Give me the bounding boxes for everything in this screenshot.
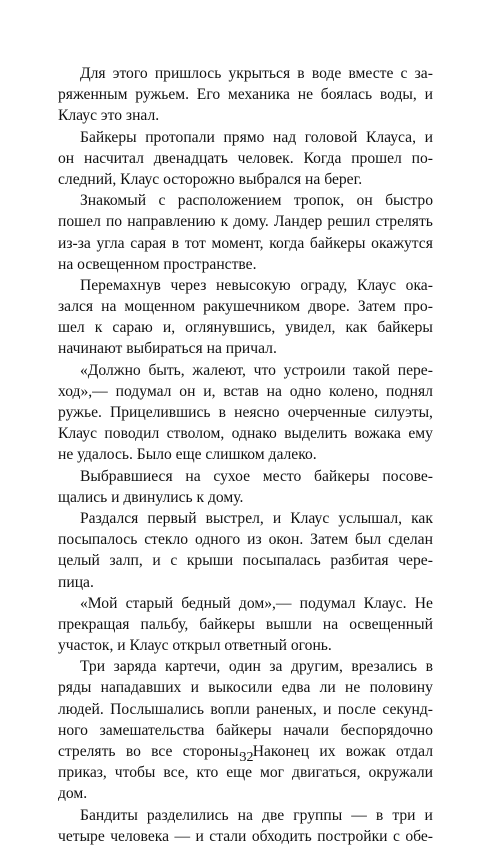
text-line: на освещенном пространстве. [58, 255, 257, 273]
word: вместе [348, 65, 394, 82]
word: поднял [385, 382, 433, 400]
word: выкосили [208, 679, 273, 697]
word: приказ, [58, 764, 107, 782]
word: байкеры [199, 615, 255, 633]
word: по [105, 213, 123, 231]
word: воды, [379, 86, 417, 104]
word: решил [327, 213, 371, 231]
word: тот [184, 234, 206, 252]
text-line [58, 466, 433, 487]
word: и [190, 679, 199, 697]
word: ружьем. [135, 86, 190, 104]
word: одно [289, 382, 322, 400]
text-line: щались и двинулись к дому. [58, 488, 244, 506]
word: с [170, 552, 178, 570]
word: Его [196, 86, 221, 104]
word: тропок, [293, 192, 345, 210]
text-line [58, 275, 433, 296]
word: и [152, 552, 161, 570]
text-line [58, 656, 433, 677]
word: ему [408, 425, 433, 443]
word: вопли [210, 700, 250, 718]
word: не [345, 679, 361, 697]
word: ока- [405, 276, 433, 294]
word: зался [58, 298, 94, 316]
word: в [171, 234, 180, 252]
word: байкеры [377, 319, 433, 337]
word: посыпалась [242, 552, 321, 570]
word: Знакомый [80, 192, 147, 210]
word: замешательства [99, 721, 205, 739]
word: после [337, 700, 376, 718]
word: угла [96, 234, 125, 252]
word: с [400, 65, 408, 82]
word: Не [414, 594, 433, 612]
word: за- [414, 65, 433, 82]
word: стволом, [166, 425, 225, 443]
word: выделить [284, 425, 347, 443]
word: к [220, 213, 229, 231]
word: как [345, 319, 368, 337]
word: во [125, 743, 141, 760]
word: Прицелившись [109, 404, 211, 421]
word: он [356, 192, 373, 210]
word: был [355, 531, 382, 549]
word: человек. [237, 149, 294, 167]
word: и, [162, 319, 176, 337]
word: Когда [303, 149, 342, 167]
word: к [94, 319, 103, 337]
word: целый [58, 552, 100, 570]
word: посыпалось [58, 531, 138, 549]
word: Послышались [110, 700, 204, 718]
word: невысокую [216, 276, 291, 294]
text-line [58, 233, 433, 254]
word: место [262, 467, 302, 485]
word: ход»,— [58, 382, 108, 400]
word: Клауса, [365, 128, 416, 146]
text-line [58, 423, 433, 444]
word: стороны. [182, 743, 243, 760]
word: едва [281, 679, 311, 697]
word: «Мой [80, 594, 118, 612]
word: в [297, 65, 305, 82]
word: укрыться [228, 65, 291, 82]
word: дом»,— [238, 594, 292, 612]
word: механика [227, 86, 290, 104]
word: ряды [58, 679, 92, 697]
word: Три [80, 658, 106, 676]
word: неясно [234, 404, 280, 421]
word: про- [403, 298, 433, 316]
word: первый [147, 509, 197, 527]
word: на [185, 467, 201, 485]
page-number: 32 [239, 750, 254, 765]
word: группы [293, 806, 343, 824]
word: Клаус [356, 276, 397, 294]
word: силуэты, [374, 404, 433, 421]
word: крыши [186, 552, 234, 570]
word: заряда [113, 658, 157, 676]
text-line [58, 402, 433, 423]
word: когда [269, 234, 305, 252]
word: над [273, 128, 297, 146]
word: двигаться, [292, 764, 361, 782]
word: ракушечником [203, 298, 301, 316]
word: картечи, [165, 658, 221, 676]
word: ограду, [300, 276, 348, 294]
word: мог [260, 764, 285, 782]
word: поводил [104, 425, 160, 443]
word: половину [369, 679, 433, 697]
word: подумал [115, 382, 172, 400]
body-text [58, 63, 433, 847]
word: беспорядочно [340, 721, 433, 739]
word: Для [80, 65, 106, 82]
word: боялась [320, 86, 373, 104]
word: сделан [388, 531, 433, 549]
word: разделились [146, 806, 229, 824]
word: Наконец [252, 743, 310, 760]
text-line [58, 677, 433, 698]
word: Выбравшиеся [80, 467, 173, 485]
word: Клаус. [363, 594, 407, 612]
word: расположением [177, 192, 282, 210]
word: обходить [251, 827, 312, 845]
word: из-за [58, 234, 91, 252]
word: очерченные [287, 404, 367, 421]
word: момент, [211, 234, 264, 252]
text-line [58, 720, 433, 741]
word: — [174, 827, 191, 845]
word: окон. [268, 531, 304, 549]
text-line [58, 805, 433, 826]
word: и [272, 509, 282, 527]
word: кто [196, 764, 219, 782]
word: на [266, 382, 282, 400]
text-line: следний, Клаус осторожно выбрался на берег. [58, 170, 363, 188]
text-line: участок, и Клаус открыл ответный огонь. [58, 637, 332, 655]
word: и [424, 128, 433, 146]
word: пришлось [154, 65, 222, 82]
word: двенадцать [153, 149, 228, 167]
word: вожака [354, 425, 401, 443]
word: людей. [58, 700, 104, 718]
text-line [58, 529, 433, 550]
word: колено, [329, 382, 379, 400]
word: и [195, 827, 204, 845]
word: вышли [265, 615, 312, 633]
word: пальбу, [140, 615, 189, 633]
word: и [323, 700, 332, 718]
text-line [58, 148, 433, 169]
word: — [351, 806, 367, 824]
word: чтобы [114, 764, 156, 782]
word: сухое [213, 467, 251, 485]
word: байкеры [309, 234, 366, 252]
word: один [228, 658, 261, 676]
word: четыре [58, 827, 105, 845]
word: стали [209, 827, 247, 845]
word: как [411, 509, 433, 527]
word: по- [411, 149, 433, 167]
word: еще [226, 764, 253, 782]
word: насчитал [83, 149, 144, 167]
word: освещенный [349, 615, 433, 633]
word: сарая [130, 234, 167, 252]
word: пере- [397, 361, 433, 379]
text-line [58, 296, 433, 317]
word: их [319, 743, 336, 760]
word: он [179, 382, 196, 400]
word: все [151, 743, 173, 760]
text-line: не удалось. Было еще слишком далеко. [58, 446, 317, 464]
word: начали [283, 721, 329, 739]
word: человека [110, 827, 170, 845]
word: головой [304, 128, 358, 146]
word: дому. [233, 213, 269, 231]
text-line: Клаус это знал. [58, 107, 160, 125]
word: байкеры [314, 467, 370, 485]
word: секунд- [382, 700, 433, 718]
word: «Должно [80, 361, 141, 379]
word: однако [231, 425, 277, 443]
word: быть, [148, 361, 185, 379]
word: чере- [398, 552, 433, 570]
text-line [58, 84, 433, 105]
word: разбитая [330, 552, 389, 570]
word: через [170, 276, 207, 294]
word: на [237, 806, 253, 824]
word: в [425, 658, 433, 676]
word: Раздался [80, 509, 139, 527]
word: все, [163, 764, 189, 782]
word: за [269, 658, 283, 676]
text-line: начинают выбираться на причал. [58, 340, 277, 358]
text-line [58, 826, 433, 847]
word: врезались [351, 658, 418, 676]
word: с [158, 192, 166, 210]
word: Перемахнув [80, 276, 161, 294]
word: не [297, 86, 314, 104]
word: и [424, 86, 433, 104]
word: устроили [283, 361, 346, 379]
word: ружье. [58, 404, 102, 421]
word: Бандиты [80, 806, 138, 824]
word: прямо [223, 128, 265, 146]
word: быстро [385, 192, 433, 210]
word: прошел [351, 149, 402, 167]
word: нападавших [100, 679, 182, 697]
word: обе- [405, 827, 433, 845]
word: в [375, 806, 384, 824]
word: выстрел, [205, 509, 264, 527]
word: направлению [127, 213, 216, 231]
word: сараю [112, 319, 153, 337]
word: с [392, 827, 400, 845]
word: оглянувшись, [185, 319, 276, 337]
text-line [58, 699, 433, 720]
word: бедный [181, 594, 231, 612]
word: Байкеры [80, 128, 137, 146]
text-line [58, 550, 433, 571]
word: ного [58, 721, 88, 739]
word: Клаус [58, 425, 98, 443]
word: другим, [291, 658, 343, 676]
word: на [322, 615, 339, 633]
text-line [58, 593, 433, 614]
word: что [253, 361, 276, 379]
word: подумал [299, 594, 356, 612]
text-line [58, 190, 433, 211]
word: окажутся [371, 234, 433, 252]
word: ряженным [58, 86, 128, 104]
word: Ландер [273, 213, 323, 231]
word: стрелять [375, 213, 433, 231]
text-line [58, 360, 433, 381]
text-line [58, 508, 433, 529]
word: пошел [58, 213, 101, 231]
text-line [58, 63, 433, 84]
word: стекло [144, 531, 189, 549]
word: протопали [145, 128, 215, 146]
word: старый [125, 594, 174, 612]
word: отдал [396, 743, 433, 760]
word: этого [112, 65, 148, 82]
word: прекращая [58, 615, 130, 633]
word: байкеры [216, 721, 272, 739]
word: Клаус [290, 509, 330, 527]
text-line [58, 211, 433, 232]
word: в [218, 404, 226, 421]
word: ли [319, 679, 336, 697]
word: и [424, 806, 433, 824]
word: постройки [317, 827, 388, 845]
word: окружали [368, 764, 433, 782]
word: услышал, [338, 509, 403, 527]
text-line: дом. [58, 785, 88, 803]
text-line [58, 127, 433, 148]
word: дворе. [308, 298, 350, 316]
word: встав [223, 382, 259, 400]
text-line [58, 381, 433, 402]
word: увидел, [285, 319, 336, 337]
word: такой [353, 361, 391, 379]
text-line [58, 614, 433, 635]
word: воде [311, 65, 342, 82]
word: на [101, 298, 117, 316]
word: жалеют, [192, 361, 246, 379]
word: раненых, [256, 700, 317, 718]
word: шел [58, 319, 85, 337]
word: вожак [345, 743, 386, 760]
word: две [262, 806, 285, 824]
word: стрелять [58, 743, 116, 760]
word: одного [195, 531, 241, 549]
word: Затем [310, 531, 349, 549]
word: залп, [109, 552, 143, 570]
word: из [247, 531, 262, 549]
word: Затем [357, 298, 396, 316]
word: три [392, 806, 416, 824]
word: он [58, 149, 75, 167]
word: посове- [382, 467, 433, 485]
text-line: пица. [58, 573, 94, 591]
word: мощенном [124, 298, 196, 316]
text-line [58, 317, 433, 338]
word: и, [203, 382, 216, 400]
